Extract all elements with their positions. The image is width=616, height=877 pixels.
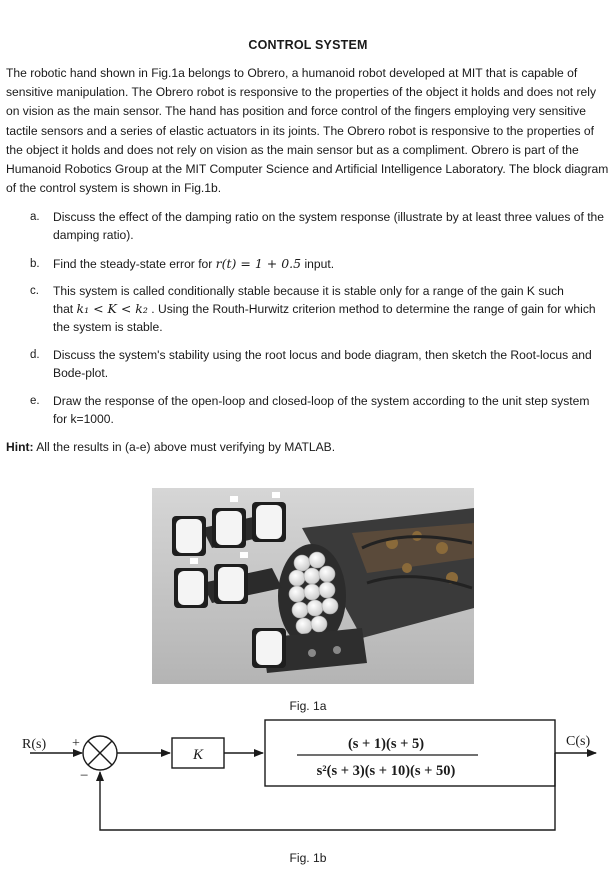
input-label: R(s) [22,737,47,752]
question-d [30,346,605,382]
minus-sign: − [80,768,89,784]
robot-hand-photo [152,488,474,684]
gain-label: K [192,747,204,763]
hint-line [6,438,612,456]
intro-paragraph: The robotic hand shown in Fig.1a belongs to Obrero, a humanoid robot developed at MIT that is capable of sensitive manipulation. The Obrero robot is responsive to the properties of the object it holds and does not rely on vision as the main sensor. The hand has position and force control of the fingers employing very sensitive tactile sensors and a series of elastic actuators in its joints. The Obrero robot is responsive to the properties of the object it holds and does not rely on vision as the main sensor but as a compliment. Obrero is part of the Humanoid Robotics Group at the MIT Computer Science and Artificial Intelligence Laboratory. The block diagram of the control system is shown in Fig.1b. [6,66,609,196]
fig-1a-caption: Fig. 1a [289,699,327,713]
question-text-part: that [53,302,77,316]
gain-range-formula: k₁ < K < k₂ [76,301,148,316]
input-formula: r(t) = 1 + 0.5 [215,256,302,271]
question-text: Discuss the system's stability using the root locus and bode diagram, then sketch the Root-locus and Bode-plot. [53,348,592,380]
hint-label: Hint: [6,440,34,454]
question-text: Discuss the effect of the damping ratio on the system response (illustrate by at least three values of the damping ratio). [53,210,605,242]
transfer-function-numerator: (s + 1)(s + 5) [347,736,425,752]
robot-hand-illustration [152,488,474,684]
question-letter: b. [30,258,40,270]
question-letter: e. [30,395,40,407]
question-letter: c. [30,285,39,297]
question-letter: a. [30,211,40,223]
hint-text: All the results in (a-e) above must verifying by MATLAB. [33,440,336,454]
question-text [53,282,605,336]
question-a [30,208,605,244]
document-title: CONTROL SYSTEM [248,38,368,52]
question-text-part: Find the steady-state error for [53,257,216,271]
question-text-part: . Using the Routh-Hurwitz criterion method to determine the range of gain for which the system is stable. [53,302,596,334]
question-c [30,282,605,336]
question-text-part: This system is called conditionally stable because it is stable only for a range of the gain K such [53,284,564,298]
question-text-part: input. [301,257,335,271]
question-text [53,255,605,273]
block-diagram [0,690,616,850]
question-e [30,392,605,428]
plus-sign: + [72,736,80,751]
fig-1b-caption: Fig. 1b [289,851,327,865]
question-b [30,255,605,273]
question-letter: d. [30,349,40,361]
output-label: C(s) [566,734,591,749]
question-text: Draw the response of the open-loop and closed-loop of the system according to the unit step system for k=1000. [53,394,590,426]
transfer-function-denominator: s²(s + 3)(s + 10)(s + 50) [316,763,456,779]
